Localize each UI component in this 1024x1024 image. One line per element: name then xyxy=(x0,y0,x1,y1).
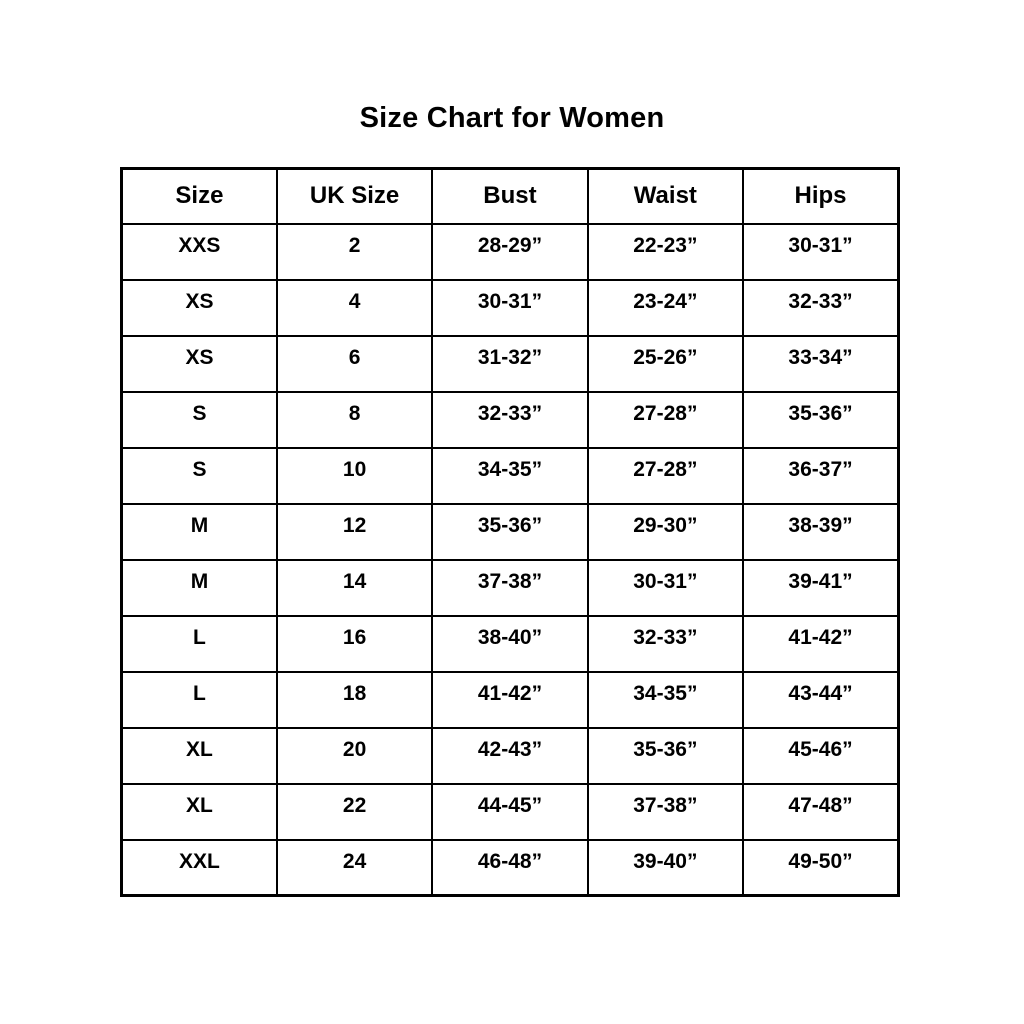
table-cell: XS xyxy=(122,336,277,392)
table-row xyxy=(122,728,899,784)
table-cell: XL xyxy=(122,728,277,784)
table-cell: 39-40” xyxy=(588,840,743,896)
table-cell: 45-46” xyxy=(743,728,898,784)
table-cell: 32-33” xyxy=(743,280,898,336)
table-cell: 25-26” xyxy=(588,336,743,392)
table-cell: XS xyxy=(122,280,277,336)
table-cell: 8 xyxy=(277,392,432,448)
table-cell: 12 xyxy=(277,504,432,560)
table-cell: 33-34” xyxy=(743,336,898,392)
table-row xyxy=(122,616,899,672)
table-cell: M xyxy=(122,504,277,560)
page-title: Size Chart for Women xyxy=(359,102,665,134)
size-table-body xyxy=(122,224,899,896)
column-header-hips: Hips xyxy=(743,169,898,224)
table-cell: M xyxy=(122,560,277,616)
table-cell: 41-42” xyxy=(432,672,587,728)
table-row xyxy=(122,336,899,392)
table-cell: 35-36” xyxy=(432,504,587,560)
table-cell: 29-30” xyxy=(588,504,743,560)
column-header-size: Size xyxy=(122,169,277,224)
table-cell: S xyxy=(122,392,277,448)
size-chart-table-container xyxy=(120,167,900,897)
table-cell: 34-35” xyxy=(588,672,743,728)
table-cell: 4 xyxy=(277,280,432,336)
table-cell: 38-39” xyxy=(743,504,898,560)
table-cell: L xyxy=(122,616,277,672)
table-cell: XL xyxy=(122,784,277,840)
column-header-uk-size: UK Size xyxy=(277,169,432,224)
table-cell: 46-48” xyxy=(432,840,587,896)
table-row xyxy=(122,784,899,840)
table-row xyxy=(122,560,899,616)
table-cell: 6 xyxy=(277,336,432,392)
table-cell: XXS xyxy=(122,224,277,280)
table-row xyxy=(122,672,899,728)
table-cell: 22 xyxy=(277,784,432,840)
table-cell: 20 xyxy=(277,728,432,784)
table-cell: 43-44” xyxy=(743,672,898,728)
table-cell: 44-45” xyxy=(432,784,587,840)
table-cell: 41-42” xyxy=(743,616,898,672)
table-cell: 16 xyxy=(277,616,432,672)
table-cell: 37-38” xyxy=(588,784,743,840)
table-cell: 35-36” xyxy=(588,728,743,784)
table-cell: 14 xyxy=(277,560,432,616)
table-cell: S xyxy=(122,448,277,504)
table-header xyxy=(122,169,899,224)
table-cell: 35-36” xyxy=(743,392,898,448)
table-cell: 30-31” xyxy=(432,280,587,336)
table-row xyxy=(122,224,899,280)
table-cell: 31-32” xyxy=(432,336,587,392)
table-cell: 22-23” xyxy=(588,224,743,280)
table-cell: 24 xyxy=(277,840,432,896)
table-row xyxy=(122,280,899,336)
table-cell: 23-24” xyxy=(588,280,743,336)
table-row xyxy=(122,504,899,560)
table-cell: 32-33” xyxy=(588,616,743,672)
table-cell: 36-37” xyxy=(743,448,898,504)
table-row xyxy=(122,392,899,448)
table-cell: 28-29” xyxy=(432,224,587,280)
table-cell: 49-50” xyxy=(743,840,898,896)
table-cell: 30-31” xyxy=(588,560,743,616)
table-cell: 32-33” xyxy=(432,392,587,448)
table-row xyxy=(122,840,899,896)
table-cell: 18 xyxy=(277,672,432,728)
table-cell: 42-43” xyxy=(432,728,587,784)
table-cell: 27-28” xyxy=(588,448,743,504)
table-cell: 37-38” xyxy=(432,560,587,616)
column-header-waist: Waist xyxy=(588,169,743,224)
table-cell: 30-31” xyxy=(743,224,898,280)
table-cell: L xyxy=(122,672,277,728)
table-cell: XXL xyxy=(122,840,277,896)
table-row xyxy=(122,448,899,504)
table-header-row xyxy=(122,169,899,224)
table-cell: 38-40” xyxy=(432,616,587,672)
column-header-bust: Bust xyxy=(432,169,587,224)
table-cell: 47-48” xyxy=(743,784,898,840)
table-cell: 10 xyxy=(277,448,432,504)
size-chart-table xyxy=(120,167,900,897)
table-cell: 34-35” xyxy=(432,448,587,504)
table-cell: 27-28” xyxy=(588,392,743,448)
table-cell: 39-41” xyxy=(743,560,898,616)
table-cell: 2 xyxy=(277,224,432,280)
